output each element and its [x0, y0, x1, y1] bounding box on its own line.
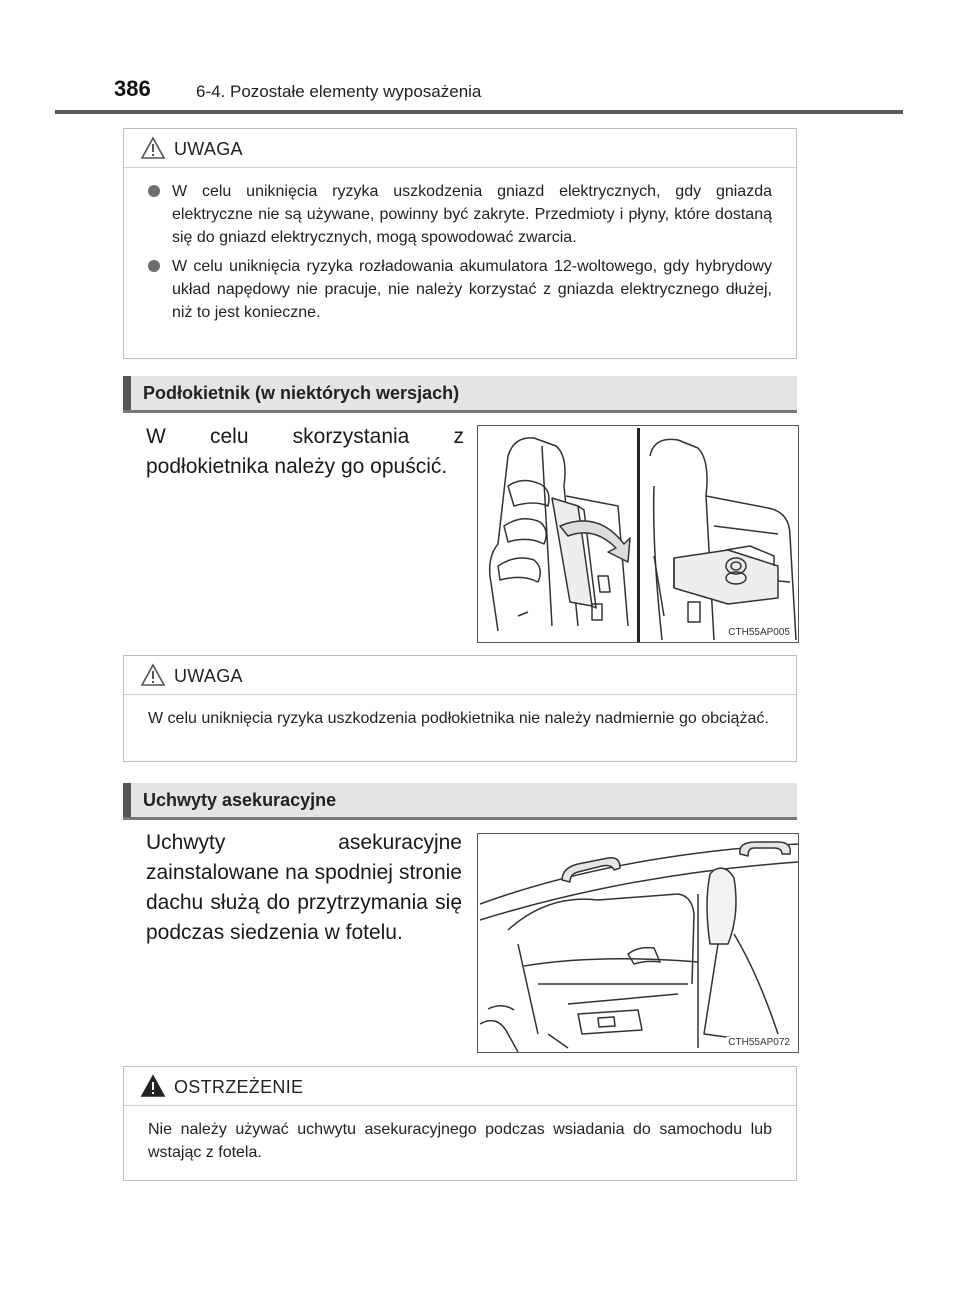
caution-item	[148, 255, 772, 324]
armrest-description: W celu skorzystania z podłokietnika należy go opuścić.	[146, 425, 464, 478]
caution-box-armrest	[123, 655, 797, 762]
caution-box-header	[124, 656, 796, 695]
armrest-heading	[123, 376, 797, 413]
caution-body	[124, 168, 796, 344]
caution-triangle-icon	[140, 663, 166, 687]
caution-item-text: W celu uniknięcia ryzyka uszkodzenia gniazd elektrycznych, gdy gniazda elektryczne nie są używane, powinny być zakryte. Przedmioty i płyny, które dostaną się do gniazd elektrycznych, mogą spowodować zwarcia.	[172, 183, 772, 246]
caution-body	[124, 695, 796, 744]
warning-box-header	[124, 1067, 796, 1106]
grips-heading	[123, 783, 797, 820]
figure-code: CTH55AP072	[728, 1037, 790, 1048]
section-title: 6-4. Pozostałe elementy wyposażenia	[196, 82, 482, 101]
figure-code: CTH55AP005	[728, 627, 790, 638]
grips-description: Uchwyty asekuracyjne zainstalowane na spodniej stronie dachu służą do przytrzymania się podczas siedzenia w fotelu.	[146, 831, 462, 944]
caution-triangle-icon	[140, 136, 166, 160]
heading-accent-bar	[123, 783, 131, 817]
caution-box-header	[124, 129, 796, 168]
bullet-dot-icon	[148, 185, 160, 197]
armrest-heading-text: Podłokietnik (w niektórych wersjach)	[143, 383, 460, 403]
armrest-illustration	[477, 425, 799, 643]
caution-item	[148, 180, 772, 249]
warning-label: OSTRZEŻENIE	[174, 1077, 304, 1097]
warning-triangle-icon	[140, 1074, 166, 1098]
assist-grip-drawing	[478, 834, 799, 1053]
grips-heading-text: Uchwyty asekuracyjne	[143, 790, 337, 810]
caution-box-outlets	[123, 128, 797, 359]
page-number: 386	[114, 76, 151, 101]
caution-label: UWAGA	[174, 666, 243, 686]
bullet-dot-icon	[148, 260, 160, 272]
caution-item-text: W celu uniknięcia ryzyka rozładowania akumulatora 12-woltowego, gdy hybrydowy układ napędowy nie pracuje, nie należy korzystać z gniazda elektrycznego dłużej, niż to jest konieczne.	[172, 258, 772, 321]
caution-text: W celu uniknięcia ryzyka uszkodzenia podłokietnika nie należy nadmiernie go obciążać.	[148, 710, 769, 727]
armrest-drawing	[478, 426, 799, 643]
warning-body	[124, 1106, 796, 1178]
heading-accent-bar	[123, 376, 131, 410]
warning-text: Nie należy używać uchwytu asekuracyjnego podczas wsiadania do samochodu lub wstając z fotela.	[148, 1121, 772, 1161]
header-rule	[55, 110, 903, 114]
warning-box-grips	[123, 1066, 797, 1181]
caution-label: UWAGA	[174, 139, 243, 159]
assist-grip-illustration	[477, 833, 799, 1053]
page-header	[0, 0, 960, 120]
